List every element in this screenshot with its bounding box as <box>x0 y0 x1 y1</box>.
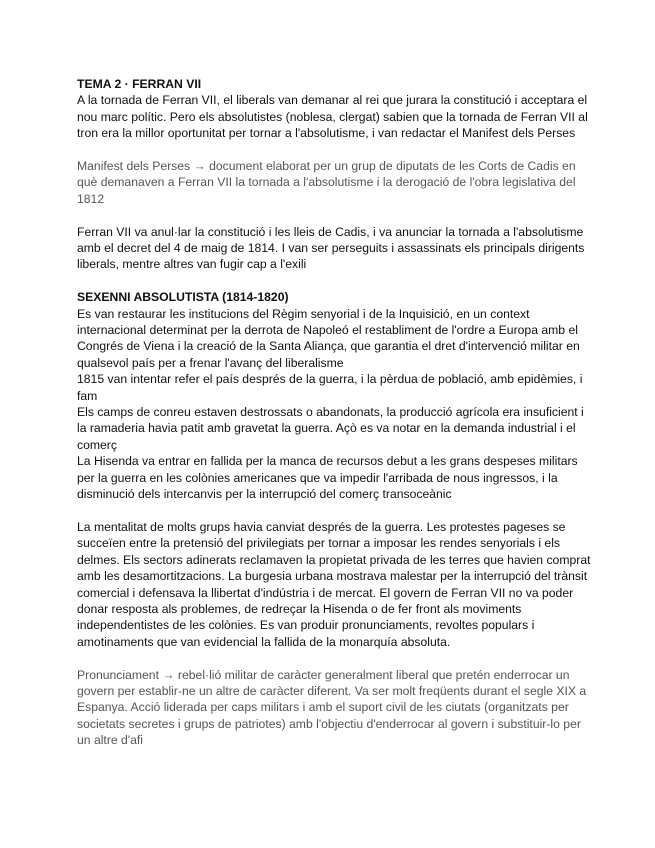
section-heading: SEXENNI ABSOLUTISTA (1814-1820) <box>77 290 289 305</box>
text-line: liberals, mentre altres van fugir cap a l'exili <box>77 257 307 272</box>
text-line: La Hisenda va entrar en fallida per la manca de recursos debut a les grans despeses militars <box>77 454 578 469</box>
paragraph-spacer <box>77 273 579 289</box>
body-paragraph <box>77 224 585 273</box>
text-line: què demanaven a Ferran VII la tornada a l'absolutisme i la derogació de l'obra legislativa del <box>77 175 576 190</box>
text-line: succeïen entre la pretensió del privilegiats per tornar a imposar les rendes senyorials i els <box>77 536 561 551</box>
text-line: A la tornada de Ferran VII, el liberals van demanar al rei que jurara la constitució i acceptara el <box>77 93 588 108</box>
body-paragraph <box>77 92 588 141</box>
text-line: amb el decret del 4 de maig de 1814. I van ser perseguits i assassinats els principals dirigents <box>77 241 585 256</box>
text-line: donar resposta als problemes, de redreçar la Hisenda o de fer front als moviments <box>77 601 522 616</box>
text-line: la ramaderia havia patit amb gravetat la guerra. Açò es va notar en la demanda industrial i el <box>77 421 576 436</box>
text-line: Espanya. Acció liderada per caps militars i amb el suport civil de les ciutats (organitzats per <box>77 700 569 715</box>
paragraph-spacer <box>77 207 579 223</box>
text-line: La mentalitat de molts grups havia canviat després de la guerra. Les protestes pageses se <box>77 519 566 534</box>
text-line: 1815 van intentar refer el país després de la guerra, i la pèrdua de població, amb epidèmies, i <box>77 372 583 387</box>
paragraph-spacer <box>77 142 579 158</box>
text-line: amb les desamortitzacions. La burgesia urbana mostrava malestar per la interrupció del trànsit <box>77 569 588 584</box>
text-line: govern per establir-ne un altre de caràcter diferent. Va ser molt freqüents durant el segle XIX a <box>77 683 587 698</box>
definition-paragraph <box>77 158 579 207</box>
text-line: disminució dels intercanvis per la interrupció del comerç transoceànic <box>77 487 452 502</box>
text-line: Congrés de Viena i la creació de la Santa Aliança, que garantia el dret d'intervenció militar en <box>77 339 580 354</box>
text-line: internacional determinat per la derrota de Napoleó el restabliment de l'ordre a Europa amb el <box>77 323 578 338</box>
definition-paragraph <box>77 667 587 749</box>
text-line: societats secretes i grups de patriotes) amb l'objectiu d'enderrocar al govern i substituir-lo per <box>77 716 581 731</box>
text-line: Els camps de conreu estaven destrossats o abandonats, la producció agrícola era insuficient i <box>77 405 584 420</box>
body-paragraph <box>77 519 591 650</box>
text-line: delmes. Els sectors adinerats reclamaven la propietat privada de les terres que havien comprat <box>77 552 591 567</box>
body-paragraph <box>77 306 584 503</box>
text-line: tron era la millor oportunitat per tornar a l'absolutisme, i van redactar el Manifest dels Perses <box>77 126 576 141</box>
text-line: per la guerra en les colònies americanes que va impedir l'arribada de nous ingressos, i la <box>77 470 558 485</box>
text-line: independentistes de les colònies. Es van produir pronunciaments, revoltes populars i <box>77 618 535 633</box>
text-line: Ferran VII va anul·lar la constitució i les lleis de Cadis, i va anunciar la tornada a l'absolutisme <box>77 224 584 239</box>
text-line: 1812 <box>77 191 105 206</box>
text-line: comerç <box>77 437 117 452</box>
section-heading: TEMA 2 · FERRAN VII <box>77 77 202 91</box>
text-line: qualsevol país per a frenar l'avanç del liberalisme <box>77 355 344 370</box>
text-line: Manifest dels Perses → document elaborat per un grup de diputats de les Corts de Cadis en <box>77 159 576 174</box>
text-line: Es van restaurar les institucions del Règim senyorial i de la Inquisició, en un context <box>77 306 530 321</box>
text-line: fam <box>77 388 98 403</box>
text-line: amotinaments que van evidencial la fallida de la monarquía absoluta. <box>77 634 451 649</box>
document-page <box>77 76 591 749</box>
text-line: nou marc polític. Pero els absolutistes (noblesa, clergat) sabien que la tornada de Ferran VII al <box>77 109 588 124</box>
text-line: Pronunciament → rebel·lió militar de caràcter generalment liberal que pretén enderrocar un <box>77 667 570 682</box>
paragraph-spacer <box>77 650 579 666</box>
text-line: un altre d'afi <box>77 733 144 748</box>
paragraph-spacer <box>77 503 579 519</box>
text-line: comercial i defensava la llibertat d'indústria i de mercat. El govern de Ferran VII no va poder <box>77 585 574 600</box>
